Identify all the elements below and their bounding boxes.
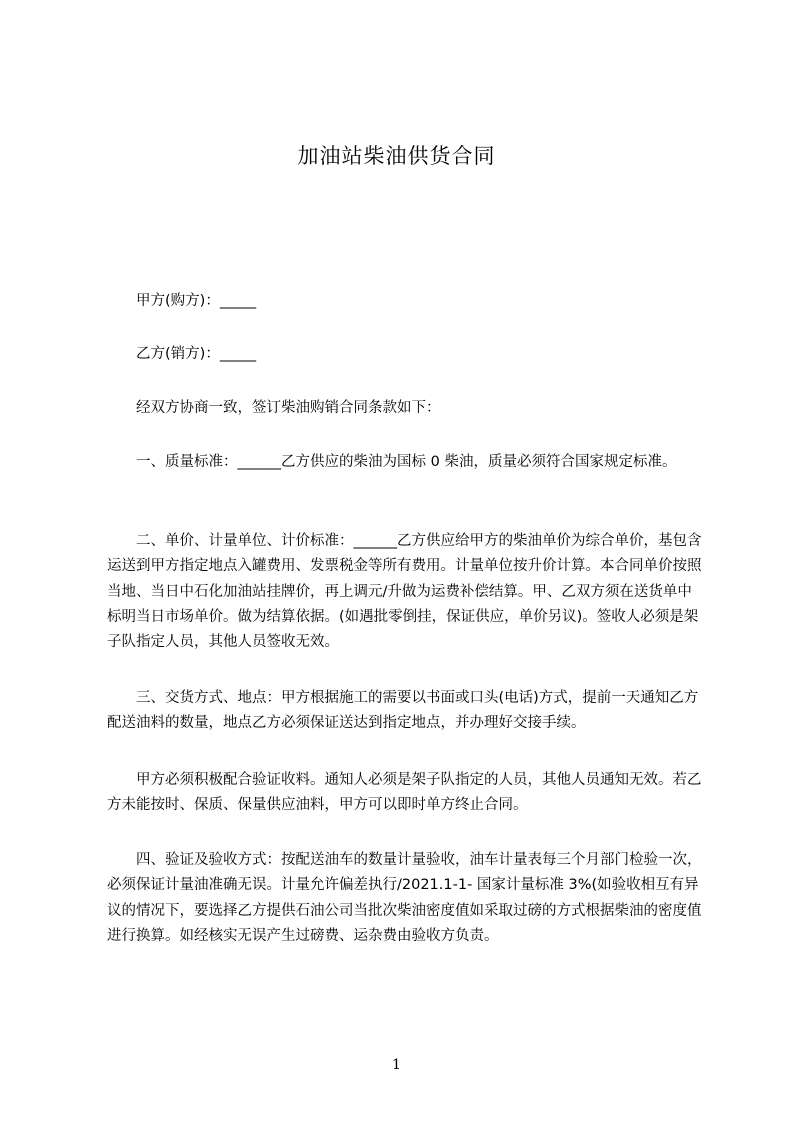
clause-inspection: 四、验证及验收方式：按配送油车的数量计量验收，油车计量表每三个月部门检验一次，必须保证计量油准确无误。计量允许偏差执行/2021.1-1- 国家计量标准 3%(如验收相互有异议的情况下，要选择乙方提供石油公司当批次柴油密度值如采取过磅的方式根据柴油的密度值进行换算。如经核实无误产生过磅费、运杂费由验收方负责。 [107, 852, 702, 944]
page-number: 1 [392, 1057, 401, 1073]
clause-unit-price: 二、单价、计量单位、计价标准：______乙方供应给甲方的柴油单价为综合单价，基包含运送到甲方指定地点入罐费用、发票税金等所有费用。计量单位按升价计算。本合同单价按照当地、当日中石化加油站挂牌价，再上调元/升做为运费补偿结算。甲、乙双方须在送货单中标明当日市场单价。做为结算依据。(如遇批零倒挂，保证供应，单价另议)。签收人必须是架子队指定人员，其他人员签收无效。 [107, 533, 702, 651]
intro-paragraph: 经双方协商一致，签订柴油购销合同条款如下： [136, 400, 441, 416]
party-b-line: 乙方(销方)：_____ [136, 346, 257, 362]
party-a-line: 甲方(购方)：_____ [136, 293, 257, 309]
clause-quality-standard: 一、质量标准：______乙方供应的柴油为国标 0 柴油，质量必须符合国家规定标准。 [136, 454, 677, 470]
clause-delivery-notes: 甲方必须积极配合验证收料。通知人必须是架子队指定的人员，其他人员通知无效。若乙方未能按时、保质、保量供应油料，甲方可以即时单方终止合同。 [107, 772, 702, 814]
document-title: 加油站柴油供货合同 [297, 144, 496, 168]
clause-delivery: 三、交货方式、地点：甲方根据施工的需要以书面或口头(电话)方式，提前一天通知乙方配送油料的数量，地点乙方必须保证送达到指定地点，并办理好交接手续。 [107, 690, 699, 732]
